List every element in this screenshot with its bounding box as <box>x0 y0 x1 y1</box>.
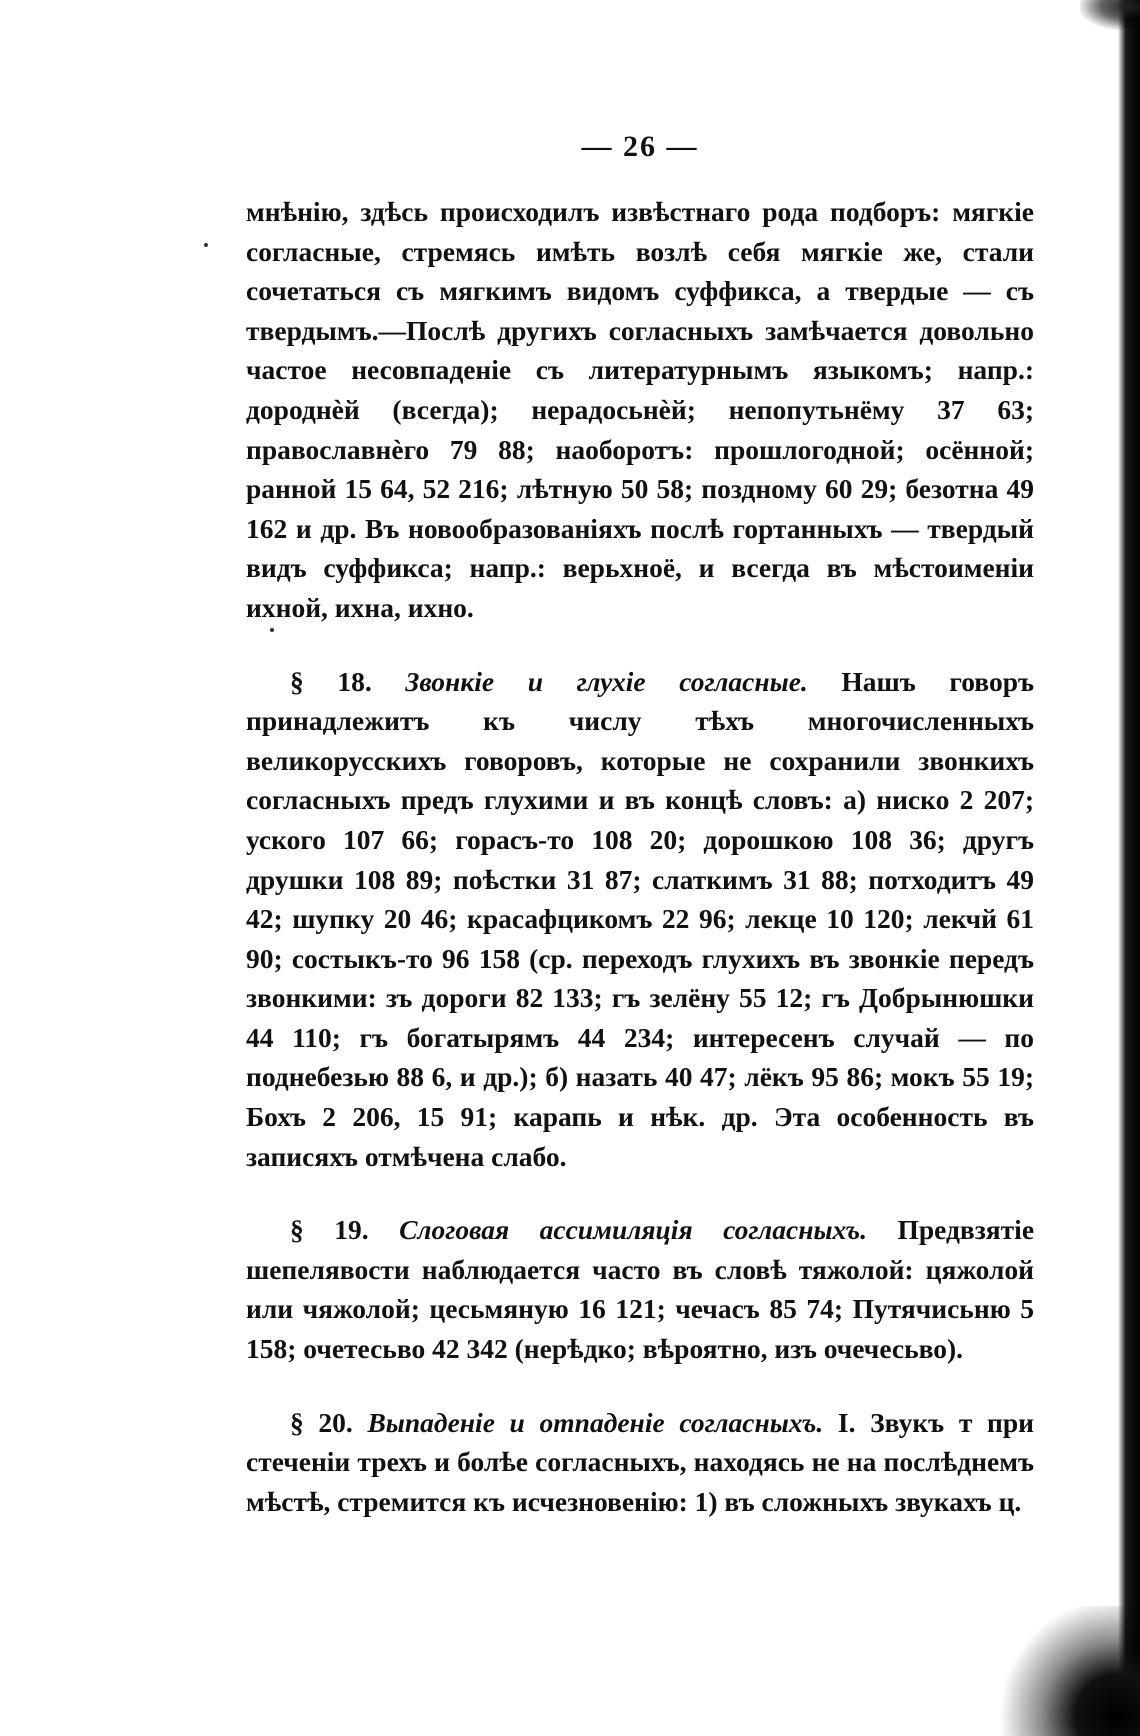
paragraph-section-19 <box>246 1210 1034 1368</box>
paragraph-text: Предвзятіе шепелявости наблюдается часто въ словѣ тяжолой: цяжолой или чяжолой; цесьмяную 16 121; чечасъ 85 74; Путячисьню 5 158; очетесьво 42 342 (нерѣдко; вѣроятно, изъ очечесьво). <box>246 1214 1035 1365</box>
page-number: — 26 — <box>581 130 699 163</box>
scan-smudge-bottom <box>990 1606 1140 1736</box>
section-number: § 20. <box>290 1406 353 1438</box>
paragraph-text: I. Звукъ т при стеченіи трехъ и болѣе согласныхъ, находясь не на послѣднемъ мѣстѣ, стремится къ исчезновенію: 1) въ сложныхъ звукахъ ц. <box>246 1406 1035 1517</box>
section-heading: Звонкіе и глухіе согласные. <box>405 665 808 697</box>
scan-smudge-top <box>1080 0 1140 30</box>
paragraph-continuation <box>246 192 1034 628</box>
scan-binding-edge <box>1118 0 1140 1736</box>
section-number: § 18. <box>290 665 372 697</box>
scan-speck <box>204 243 208 247</box>
paragraph-section-18 <box>246 662 1034 1177</box>
paragraph-text: мнѣнію, здѣсь происходилъ извѣстнаго рода подборъ: мягкіе согласные, стремясь имѣть возлѣ себя мягкіе же, стали сочетаться съ мягкимъ видомъ суффикса, а твердые — съ твердымъ.—Послѣ другихъ согласныхъ замѣчается довольно частое несовпаденіе съ литературнымъ языкомъ; напр.: дороднѐй (всегда); нерадосьнѐй; непопутьнёму 37 63; православнѐго 79 88; наоборотъ: прошлогодной; осённой; ранной 15 64, 52 216; лѣтную 50 58; поздному 60 29; безотна 49 162 и др. Въ новообразованіяхъ послѣ гортанныхъ — твердый видъ суффикса; напр.: верьхноё, и всегда въ мѣстоименіи ихной, ихна, ихно. <box>246 196 1034 623</box>
paragraph-section-20 <box>246 1403 1034 1522</box>
text-column <box>246 128 1034 1521</box>
section-heading: Выпаденіе и отпаденіе согласныхъ. <box>367 1406 824 1438</box>
paragraph-text: Нашъ говоръ принадлежитъ къ числу тѣхъ многочисленныхъ великорусскихъ говоровъ, которые не сохранили звонкихъ согласныхъ предъ глухими и въ концѣ словъ: а) ниско 2 207; уского 107 66; горасъ-то 108 20; дорошкою 108 36; другъ друшки 108 89; поѣстки 31 87; слаткимъ 31 88; потходитъ 49 42; шупку 20 46; красафцикомъ 22 96; лекце 10 120; лекчй 61 90; состыкъ-то 96 158 (ср. переходъ глухихъ въ звонкіе передъ звонкими: зъ дороги 82 133; гъ зелёну 55 12; гъ Добрынюшки 44 110; гъ богатырямъ 44 234; интересенъ случай — по поднебезью 88 6, и др.); б) назать 40 47; лёкъ 95 86; мокъ 55 19; Бохъ 2 206, 15 91; карапь и нѣк. др. Эта особенность въ записяхъ отмѣчена слабо. <box>246 665 1035 1172</box>
section-heading: Слоговая ассимиляція согласныхъ. <box>399 1214 867 1246</box>
section-number: § 19. <box>290 1214 369 1246</box>
